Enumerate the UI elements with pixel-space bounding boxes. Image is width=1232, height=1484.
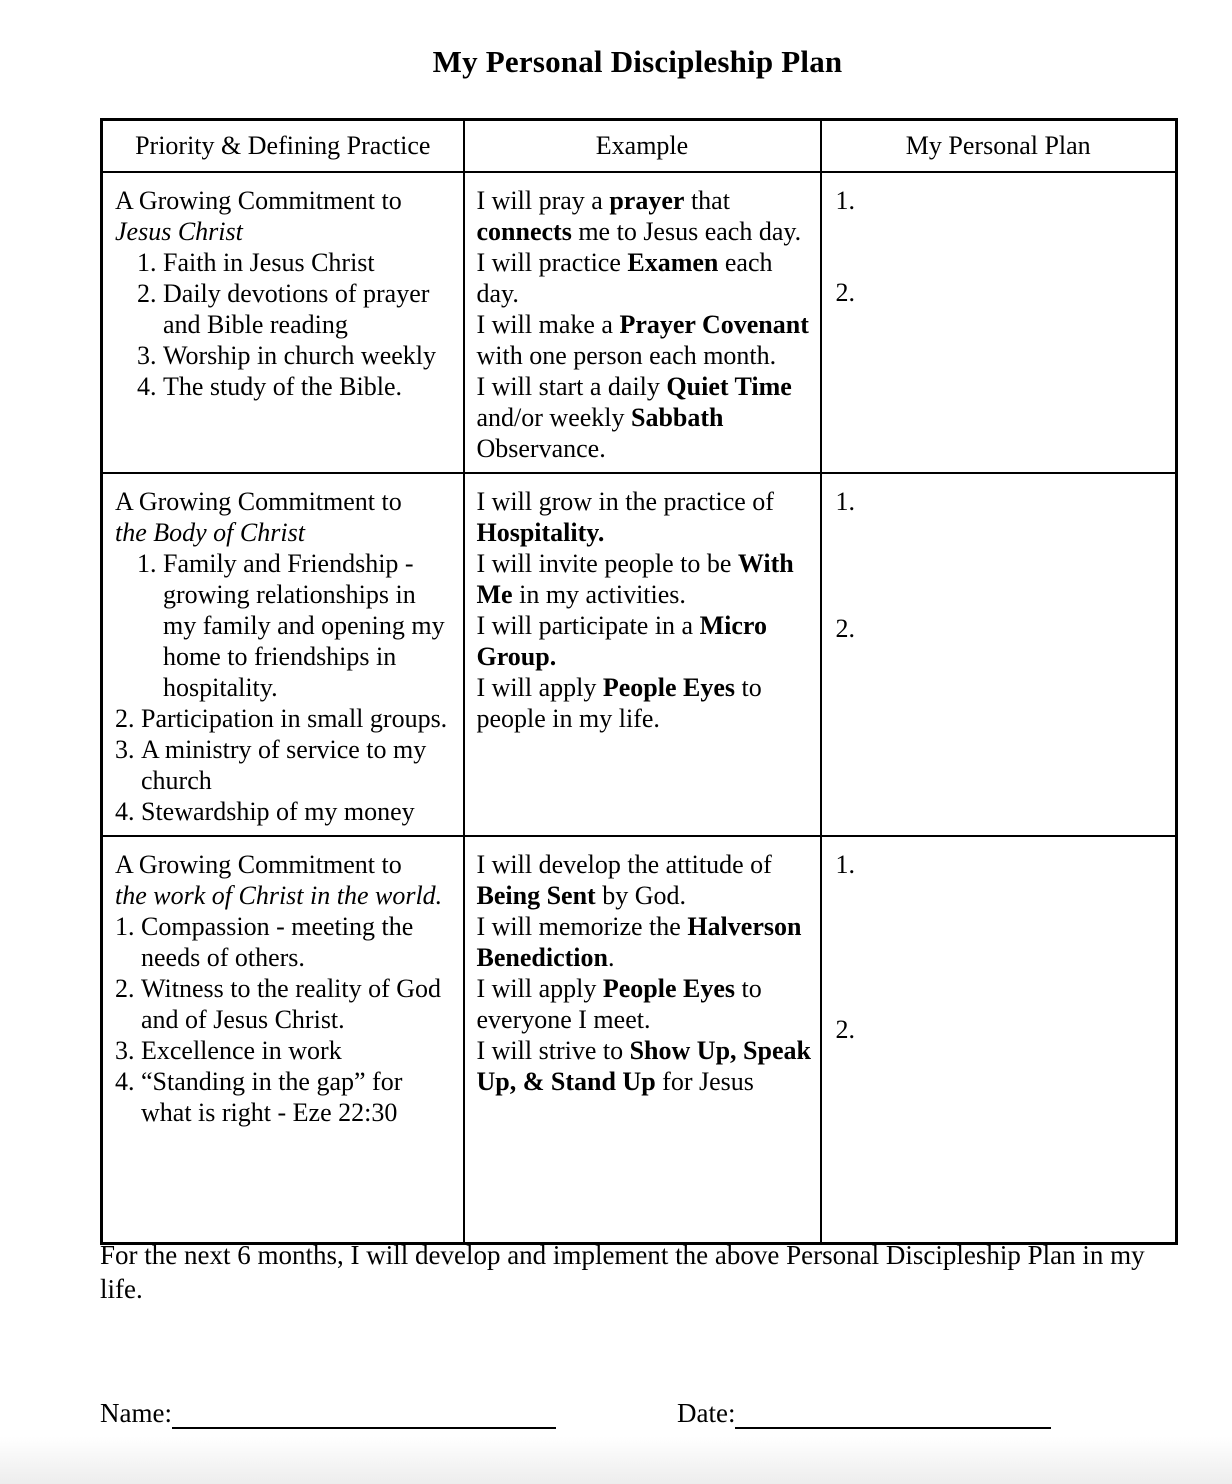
plan-cell: [821, 836, 1177, 1244]
column-header-practice: Priority & Defining Practice: [102, 120, 464, 172]
practice-item-text: Witness to the reality of God and of Jesus Christ.: [141, 973, 442, 1034]
practice-item-text: “Standing in the gap” for what is right - Eze 22:30: [141, 1066, 403, 1127]
example-cell: [464, 473, 821, 836]
practice-item-number: 1.: [115, 911, 135, 941]
example-sentence: I will start a daily Quiet Time and/or weekly Sabbath Observance.: [476, 371, 792, 463]
example-sentence: I will memorize the Halverson Benediction.: [476, 911, 802, 972]
column-header-example: Example: [464, 120, 821, 172]
practice-item: [115, 973, 455, 1035]
practice-item-number: 2.: [115, 703, 135, 733]
column-header-plan: My Personal Plan: [821, 120, 1177, 172]
example-sentence: I will pray a prayer that connects me to Jesus each day.: [476, 185, 802, 246]
example-cell: [464, 172, 821, 473]
practice-item-number: 2.: [115, 973, 135, 1003]
plan-number: 1.: [835, 849, 855, 879]
example-sentence: I will apply People Eyes to everyone I meet.: [476, 973, 762, 1034]
commitment-lead: A Growing Commitment to: [115, 486, 402, 516]
signature-row: [0, 1398, 1232, 1438]
commitment-focus: the Body of Christ: [115, 517, 305, 547]
practice-cell: [102, 473, 464, 836]
practice-item: [115, 796, 455, 827]
table-row-body-of-christ: [102, 473, 1177, 836]
practice-item: [137, 371, 455, 402]
practice-items: [115, 247, 455, 402]
practice-item-text: Stewardship of my money: [141, 796, 415, 826]
date-field: [677, 1398, 1051, 1429]
example-sentence: I will invite people to be With Me in my activities.: [476, 548, 794, 609]
practice-item-text: A ministry of service to my church: [141, 734, 427, 795]
practice-item-text: Daily devotions of prayer and Bible reading: [163, 278, 430, 339]
page-title: My Personal Discipleship Plan: [432, 44, 843, 79]
plan-cell: [821, 473, 1177, 836]
practice-item-number: 4.: [115, 796, 135, 826]
practice-items: [115, 548, 455, 827]
practice-item-number: 4.: [137, 371, 157, 401]
example-sentence: I will grow in the practice of Hospitality.: [476, 486, 774, 547]
name-field: [100, 1398, 556, 1429]
practice-item-number: 1.: [137, 548, 157, 578]
commitment-lead: A Growing Commitment to: [115, 849, 402, 879]
plan-number: 1.: [835, 486, 855, 516]
practice-item: [137, 548, 455, 703]
practice-item-text: Participation in small groups.: [141, 703, 448, 733]
practice-item-text: Family and Friendship - growing relationships in my family and opening my home to friendships in hospitality.: [163, 548, 445, 702]
practice-item-text: Faith in Jesus Christ: [163, 247, 375, 277]
table-row-work-of-christ: [102, 836, 1177, 1244]
practice-item: [137, 278, 455, 340]
plan-number: 1.: [835, 185, 855, 215]
commitment-focus: the work of Christ in the world.: [115, 880, 443, 910]
practice-cell: [102, 172, 464, 473]
discipleship-plan-table: [100, 118, 1178, 1245]
practice-item: [137, 247, 455, 278]
practice-item-number: 2.: [137, 278, 157, 308]
commitment-focus: Jesus Christ: [115, 216, 243, 246]
practice-cell: [102, 836, 464, 1244]
practice-item-text: Excellence in work: [141, 1035, 342, 1065]
practice-item-number: 3.: [115, 734, 135, 764]
name-label: Name:: [100, 1398, 172, 1428]
date-label: Date:: [677, 1398, 736, 1428]
practice-item: [115, 1066, 455, 1128]
example-sentence: I will make a Prayer Covenant with one person each month.: [476, 309, 809, 370]
practice-item: [115, 734, 455, 796]
practice-item-number: 1.: [137, 247, 157, 277]
date-signature-line: [735, 1399, 1051, 1429]
practice-item: [137, 340, 455, 371]
plan-number: 2.: [835, 277, 855, 307]
table-row-jesus-christ: [102, 172, 1177, 473]
practice-item-text: Worship in church weekly: [163, 340, 436, 370]
example-sentence: I will practice Examen each day.: [476, 247, 773, 308]
example-cell: [464, 836, 821, 1244]
table-header-row: [102, 120, 1177, 172]
plan-cell: [821, 172, 1177, 473]
example-sentence: I will participate in a Micro Group.: [476, 610, 767, 671]
practice-item: [115, 703, 455, 734]
example-sentence: I will apply People Eyes to people in my life.: [476, 672, 762, 733]
practice-item-text: The study of the Bible.: [163, 371, 403, 401]
commitment-statement: For the next 6 months, I will develop and implement the above Personal Discipleship Plan in my life.: [100, 1240, 1145, 1304]
example-sentence: I will develop the attitude of Being Sent by God.: [476, 849, 772, 910]
practice-item: [115, 911, 455, 973]
plan-number: 2.: [835, 613, 855, 643]
practice-items: [115, 911, 455, 1128]
practice-item-text: Compassion - meeting the needs of others.: [141, 911, 414, 972]
example-sentence: I will strive to Show Up, Speak Up, & Stand Up for Jesus: [476, 1035, 811, 1096]
practice-item-number: 4.: [115, 1066, 135, 1096]
commitment-lead: A Growing Commitment to: [115, 185, 402, 215]
plan-number: 2.: [835, 1014, 855, 1044]
name-signature-line: [172, 1399, 556, 1429]
practice-item: [115, 1035, 455, 1066]
practice-item-number: 3.: [115, 1035, 135, 1065]
practice-item-number: 3.: [137, 340, 157, 370]
